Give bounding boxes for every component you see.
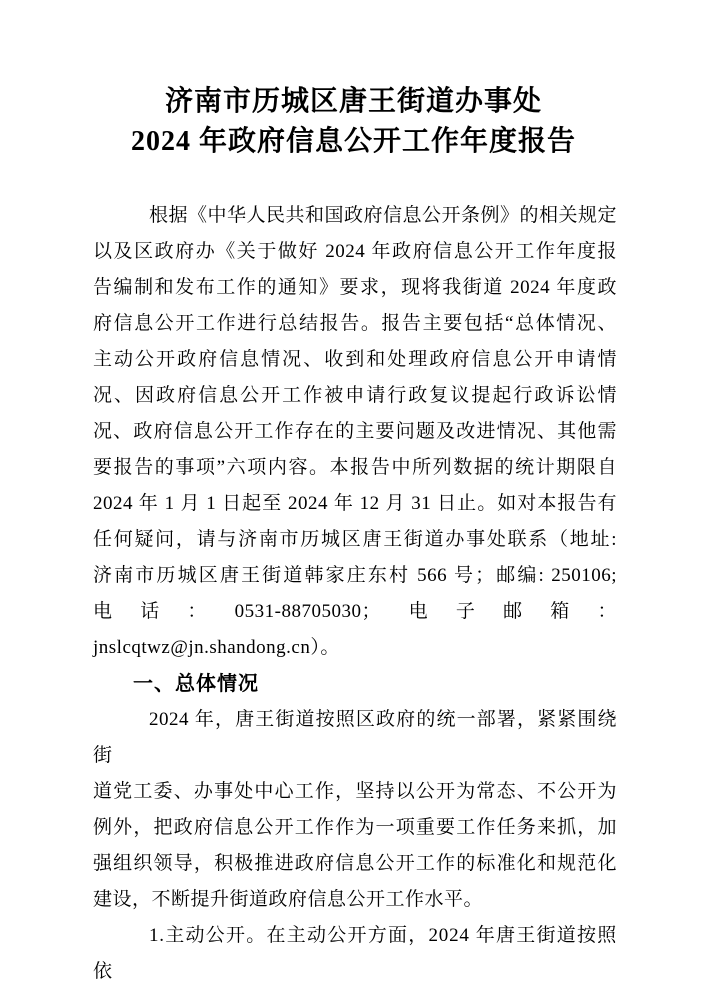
text-line: 要报告的事项”六项内容。本报告中所列数据的统计期限自 (93, 457, 617, 478)
text-line: 以及区政府办《关于做好 2024 年政府信息公开工作年度报 (93, 241, 617, 262)
text-line: jnslcqtwz@jn.shandong.cn）。 (93, 637, 340, 658)
paragraph-active-disclosure (93, 918, 617, 990)
text-line: 告编制和发布工作的通知》要求，现将我街道 2024 年度政 (93, 277, 617, 298)
text-line: 况、政府信息公开工作存在的主要问题及改进情况、其他需 (93, 421, 617, 442)
text-line: 根据《中华人民共和国政府信息公开条例》的相关规定 (149, 205, 618, 226)
text-line: 电话：0531-88705030；电子邮箱： (93, 601, 617, 622)
text-line: 例外，把政府信息公开工作作为一项重要工作任务来抓，加 (93, 817, 617, 838)
paragraph-overview (93, 702, 617, 918)
text-line: 府信息公开工作进行总结报告。报告主要包括“总体情况、 (93, 313, 617, 334)
text-line: 强组织领导，积极推进政府信息公开工作的标准化和规范化 (93, 853, 617, 874)
text-line: 道党工委、办事处中心工作，坚持以公开为常态、不公开为 (93, 781, 617, 802)
paragraph-intro (93, 198, 617, 666)
title-line-1: 济南市历城区唐王街道办事处 (164, 86, 542, 117)
title-line-2: 2024 年政府信息公开工作年度报告 (130, 126, 576, 157)
text-line: 况、因政府信息公开工作被申请行政复议提起行政诉讼情 (93, 385, 617, 406)
text-line: 建设，不断提升街道政府信息公开工作水平。 (93, 889, 484, 910)
text-line: 2024 年 1 月 1 日起至 2024 年 12 月 31 日止。如对本报告有 (93, 493, 617, 514)
document-body (93, 198, 617, 990)
section-heading-overview: 一、总体情况 (133, 673, 259, 695)
text-line: 主动公开政府信息情况、收到和处理政府信息公开申请情 (93, 349, 617, 370)
text-line: 任何疑问，请与济南市历城区唐王街道办事处联系（地址: (93, 529, 617, 550)
text-line: 2024 年，唐王街道按照区政府的统一部署，紧紧围绕街 (93, 709, 617, 766)
document-title (0, 0, 707, 162)
text-line: 1.主动公开。在主动公开方面，2024 年唐王街道按照依 (93, 925, 617, 982)
text-line: 济南市历城区唐王街道韩家庄东村 566 号；邮编: 250106; (93, 565, 617, 586)
